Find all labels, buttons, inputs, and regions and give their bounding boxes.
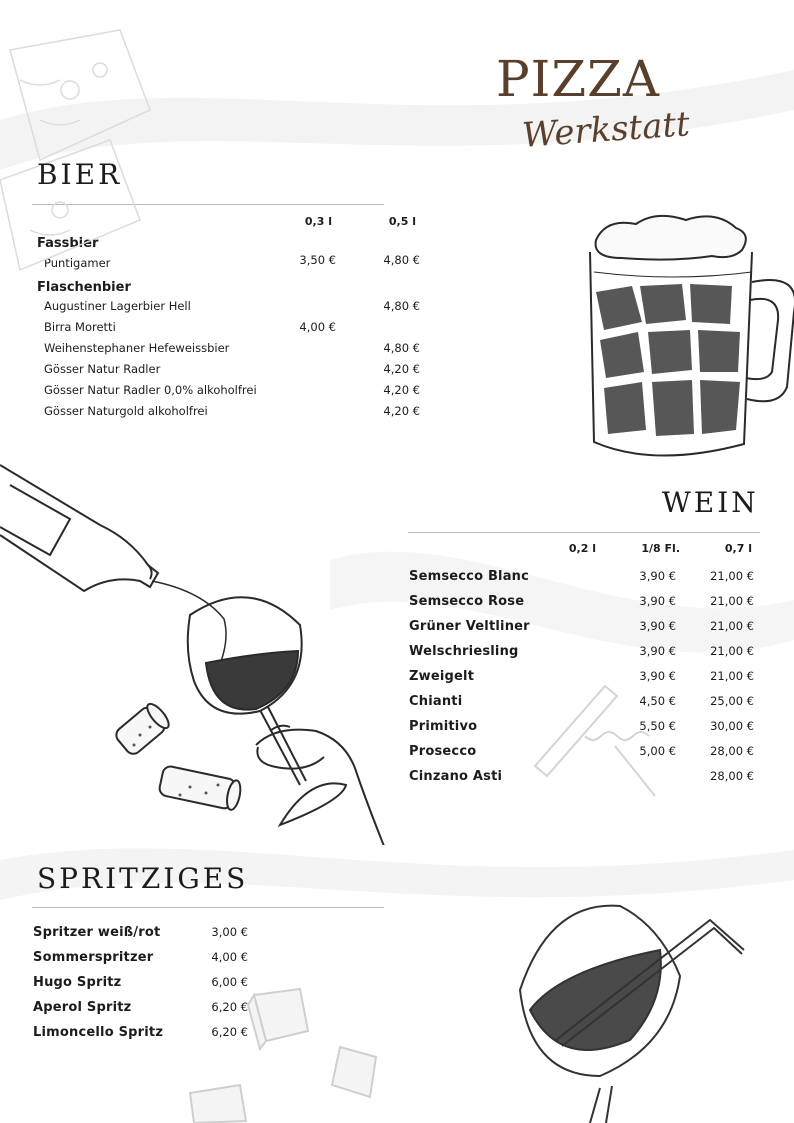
- wein-item-name: Semsecco Rose: [409, 594, 525, 609]
- wein-item-name: Chianti: [409, 694, 463, 709]
- logo-text-werkstatt: Werkstatt: [520, 104, 692, 156]
- bier-item-name: Weihenstephaner Hefeweissbier: [44, 341, 230, 355]
- bier-col-header-05: 0,5 l: [388, 215, 416, 228]
- wein-item-price-07: 30,00 €: [710, 719, 754, 733]
- spritz-item-name: Aperol Spritz: [33, 1000, 132, 1015]
- bier-item-price-05: 4,20 €: [383, 362, 420, 376]
- bier-item-price-03: 4,00 €: [299, 320, 336, 334]
- wein-item-price-18: 5,50 €: [639, 719, 676, 733]
- spritz-item-name: Spritzer weiß/rot: [33, 925, 161, 940]
- bier-item-name: Gösser Naturgold alkoholfrei: [44, 404, 208, 418]
- wein-col-header-02: 0,2 l: [568, 542, 596, 555]
- spritz-item-name: Hugo Spritz: [33, 975, 122, 990]
- spritziges-divider: [32, 907, 384, 908]
- bier-item-name: Gösser Natur Radler: [44, 362, 161, 376]
- wein-item-price-18: 4,50 €: [639, 694, 676, 708]
- spritz-item-price: 3,00 €: [211, 925, 248, 939]
- wein-item-name: Zweigelt: [409, 669, 475, 684]
- wein-item-price-18: 3,90 €: [639, 569, 676, 583]
- logo: [490, 50, 700, 160]
- wein-item-name: Prosecco: [409, 744, 477, 759]
- bier-item-price-05: 4,80 €: [383, 341, 420, 355]
- wein-item-name: Welschriesling: [409, 644, 519, 659]
- wein-item-price-18: 3,90 €: [639, 594, 676, 608]
- wein-item-price-18: 3,90 €: [639, 644, 676, 658]
- bier-heading: BIER: [37, 158, 123, 191]
- corkscrew-illustration: [525, 676, 665, 806]
- wein-item-price-07: 21,00 €: [710, 619, 754, 633]
- ice-cube-illustration: [180, 985, 390, 1123]
- wein-item-price-07: 25,00 €: [710, 694, 754, 708]
- bier-item-price-05: 4,20 €: [383, 383, 420, 397]
- wein-item-price-18: 3,90 €: [639, 669, 676, 683]
- logo-text-pizza: PIZZA: [496, 50, 660, 108]
- bier-group-flaschenbier: Flaschenbier: [37, 280, 131, 295]
- spritz-item-name: Limoncello Spritz: [33, 1025, 164, 1040]
- wein-item-price-07: 21,00 €: [710, 644, 754, 658]
- bier-item-name: Augustiner Lagerbier Hell: [44, 299, 191, 313]
- spritz-glass-illustration: [480, 900, 754, 1123]
- wein-item-price-07: 28,00 €: [710, 744, 754, 758]
- bier-item-name: Gösser Natur Radler 0,0% alkoholfrei: [44, 383, 257, 397]
- bier-item-price-05: 4,80 €: [383, 253, 420, 267]
- spritziges-heading: SPRITZIGES: [37, 862, 249, 895]
- spritz-item-price: 6,20 €: [211, 1000, 248, 1014]
- wein-heading: WEIN: [662, 486, 759, 519]
- wein-item-price-07: 28,00 €: [710, 769, 754, 783]
- wein-col-header-07: 0,7 l: [724, 542, 752, 555]
- cork-illustration: [110, 695, 250, 820]
- wein-col-header-18: 1/8 Fl.: [641, 542, 680, 555]
- wein-item-price-18: 3,90 €: [639, 619, 676, 633]
- beer-mug-illustration: [582, 212, 794, 474]
- bier-item-name: Puntigamer: [44, 256, 111, 270]
- wein-item-price-07: 21,00 €: [710, 569, 754, 583]
- wein-item-price-07: 21,00 €: [710, 669, 754, 683]
- bier-item-price-05: 4,20 €: [383, 404, 420, 418]
- spritz-item-price: 6,00 €: [211, 975, 248, 989]
- wein-item-name: Grüner Veltliner: [409, 619, 530, 634]
- wein-divider: [408, 532, 760, 533]
- wein-item-name: Cinzano Asti: [409, 769, 503, 784]
- spritz-item-name: Sommerspritzer: [33, 950, 154, 965]
- bier-item-price-05: 4,80 €: [383, 299, 420, 313]
- wein-item-price-18: 5,00 €: [639, 744, 676, 758]
- wein-item-name: Primitivo: [409, 719, 478, 734]
- pizza-sketch-illustration: [0, 20, 160, 280]
- wein-item-name: Semsecco Blanc: [409, 569, 530, 584]
- bier-col-header-03: 0,3 l: [304, 215, 332, 228]
- bier-group-fassbier: Fassbier: [37, 236, 99, 251]
- wein-item-price-07: 21,00 €: [710, 594, 754, 608]
- bier-item-price-03: 3,50 €: [299, 253, 336, 267]
- bier-item-name: Birra Moretti: [44, 320, 116, 334]
- spritz-item-price: 4,00 €: [211, 950, 248, 964]
- spritz-item-price: 6,20 €: [211, 1025, 248, 1039]
